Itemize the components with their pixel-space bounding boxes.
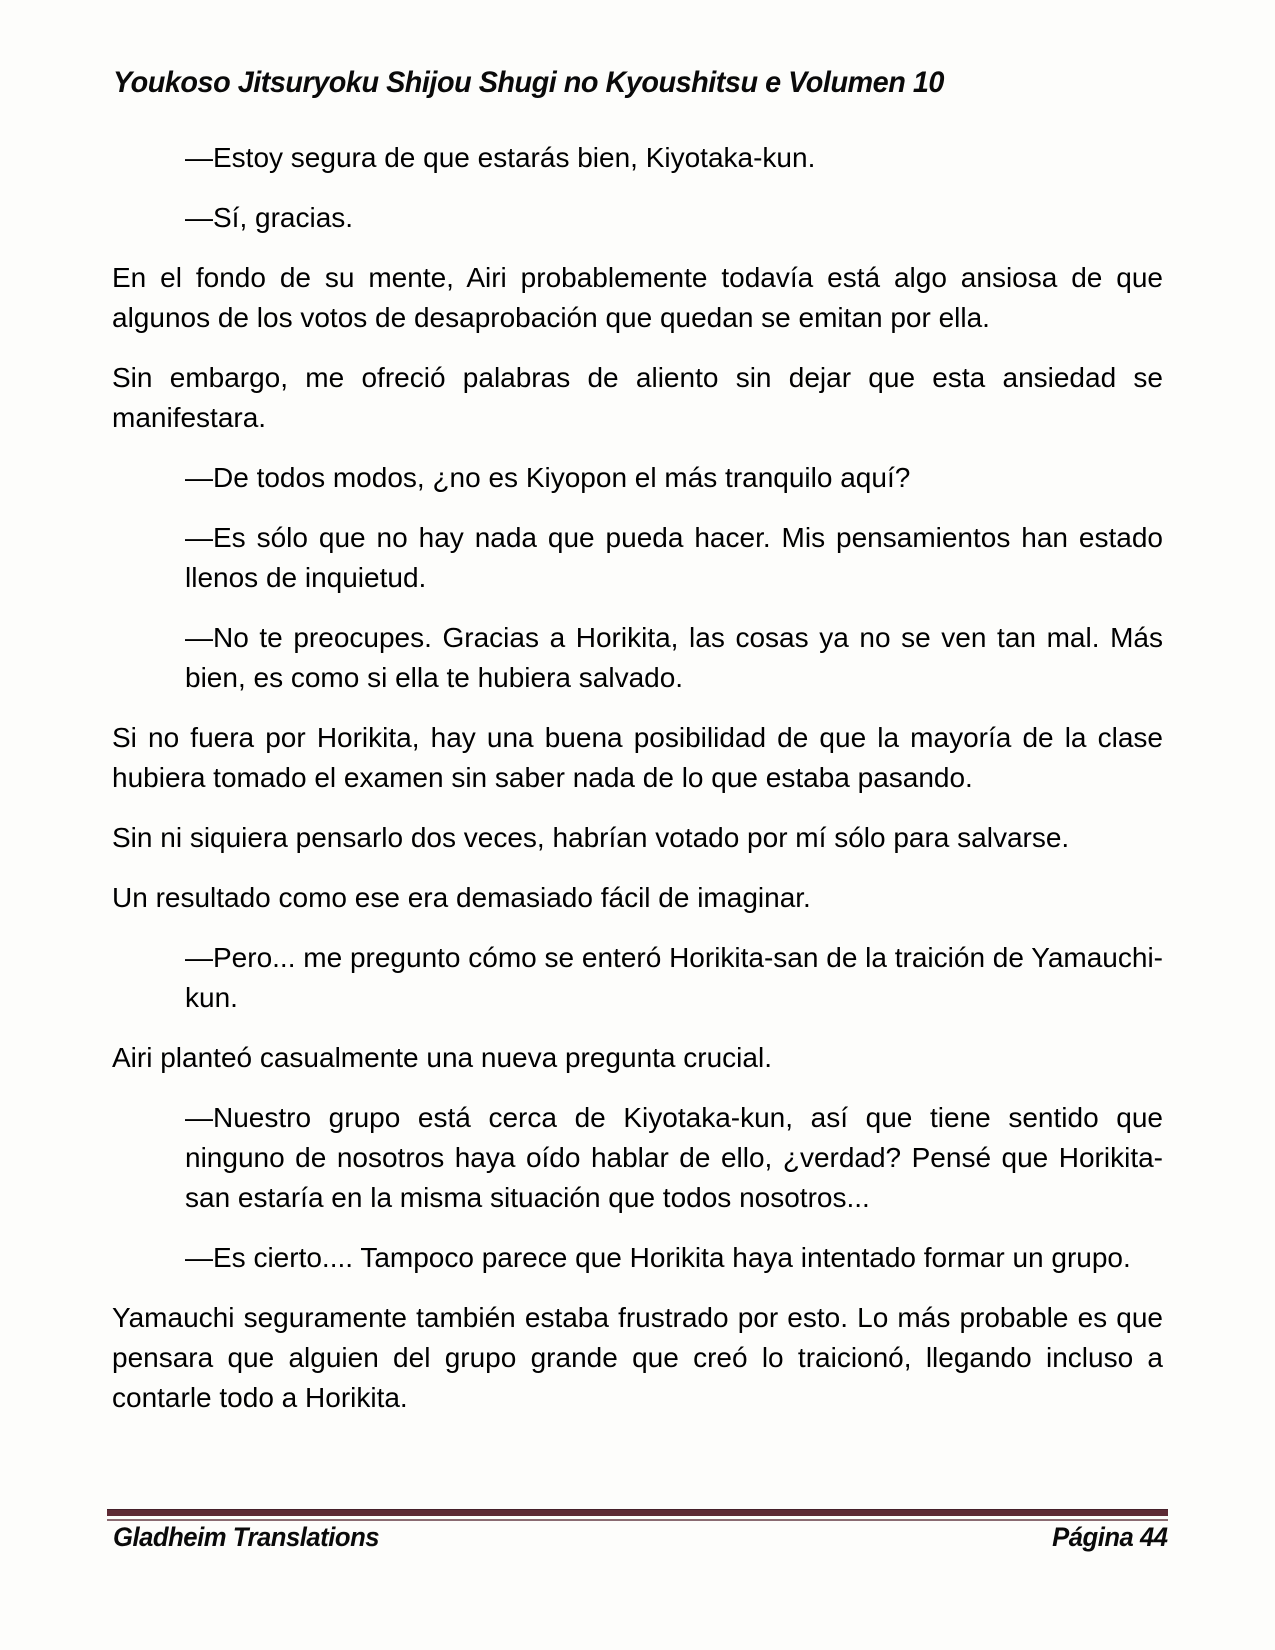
footer-divider	[107, 1509, 1168, 1521]
footer-translator-credit: Gladheim Translations	[113, 1522, 380, 1552]
page-title: Youkoso Jitsuryoku Shijou Shugi no Kyoushitsu e Volumen 10	[113, 66, 944, 99]
footer-divider-thin-line	[107, 1519, 1168, 1521]
footer-page-number: Página 44	[1052, 1522, 1168, 1552]
narration-paragraph: Sin embargo, me ofreció palabras de aliento sin dejar que esta ansiedad se manifestara.	[112, 362, 1163, 433]
footer-divider-thick-line	[107, 1509, 1168, 1516]
narration-paragraph: Si no fuera por Horikita, hay una buena posibilidad de que la mayoría de la clase hubiera tomado el examen sin saber nada de lo que estaba pasando.	[112, 722, 1163, 793]
dialogue-paragraph: —No te preocupes. Gracias a Horikita, las cosas ya no se ven tan mal. Más bien, es como si ella te hubiera salvado.	[185, 622, 1163, 693]
narration-paragraph: Sin ni siquiera pensarlo dos veces, habrían votado por mí sólo para salvarse.	[112, 822, 1070, 853]
narration-paragraph: Un resultado como ese era demasiado fácil de imaginar.	[112, 882, 811, 913]
narration-paragraph: En el fondo de su mente, Airi probablemente todavía está algo ansiosa de que algunos de los votos de desaprobación que quedan se emitan por ella.	[112, 262, 1163, 333]
dialogue-paragraph: —Estoy segura de que estarás bien, Kiyotaka-kun.	[185, 142, 816, 173]
dialogue-paragraph: —Es sólo que no hay nada que pueda hacer. Mis pensamientos han estado llenos de inquietud.	[185, 522, 1163, 593]
narration-paragraph: Yamauchi seguramente también estaba frustrado por esto. Lo más probable es que pensara que alguien del grupo grande que creó lo traicionó, llegando incluso a contarle todo a Horikita.	[112, 1302, 1163, 1413]
narration-paragraph: Airi planteó casualmente una nueva pregunta crucial.	[112, 1042, 772, 1073]
dialogue-paragraph: —Pero... me pregunto cómo se enteró Horikita-san de la traición de Yamauchi-kun.	[185, 942, 1163, 1013]
dialogue-paragraph: —De todos modos, ¿no es Kiyopon el más tranquilo aquí?	[185, 462, 911, 493]
dialogue-paragraph: —Sí, gracias.	[185, 202, 354, 233]
page-footer	[113, 1522, 1168, 1553]
body-text	[112, 138, 1163, 1438]
dialogue-paragraph: —Nuestro grupo está cerca de Kiyotaka-kun, así que tiene sentido que ninguno de nosotros haya oído hablar de ello, ¿verdad? Pensé que Horikita-san estaría en la misma situación que todos nosotros...	[185, 1102, 1163, 1213]
dialogue-paragraph: —Es cierto.... Tampoco parece que Horikita haya intentado formar un grupo.	[185, 1242, 1131, 1273]
